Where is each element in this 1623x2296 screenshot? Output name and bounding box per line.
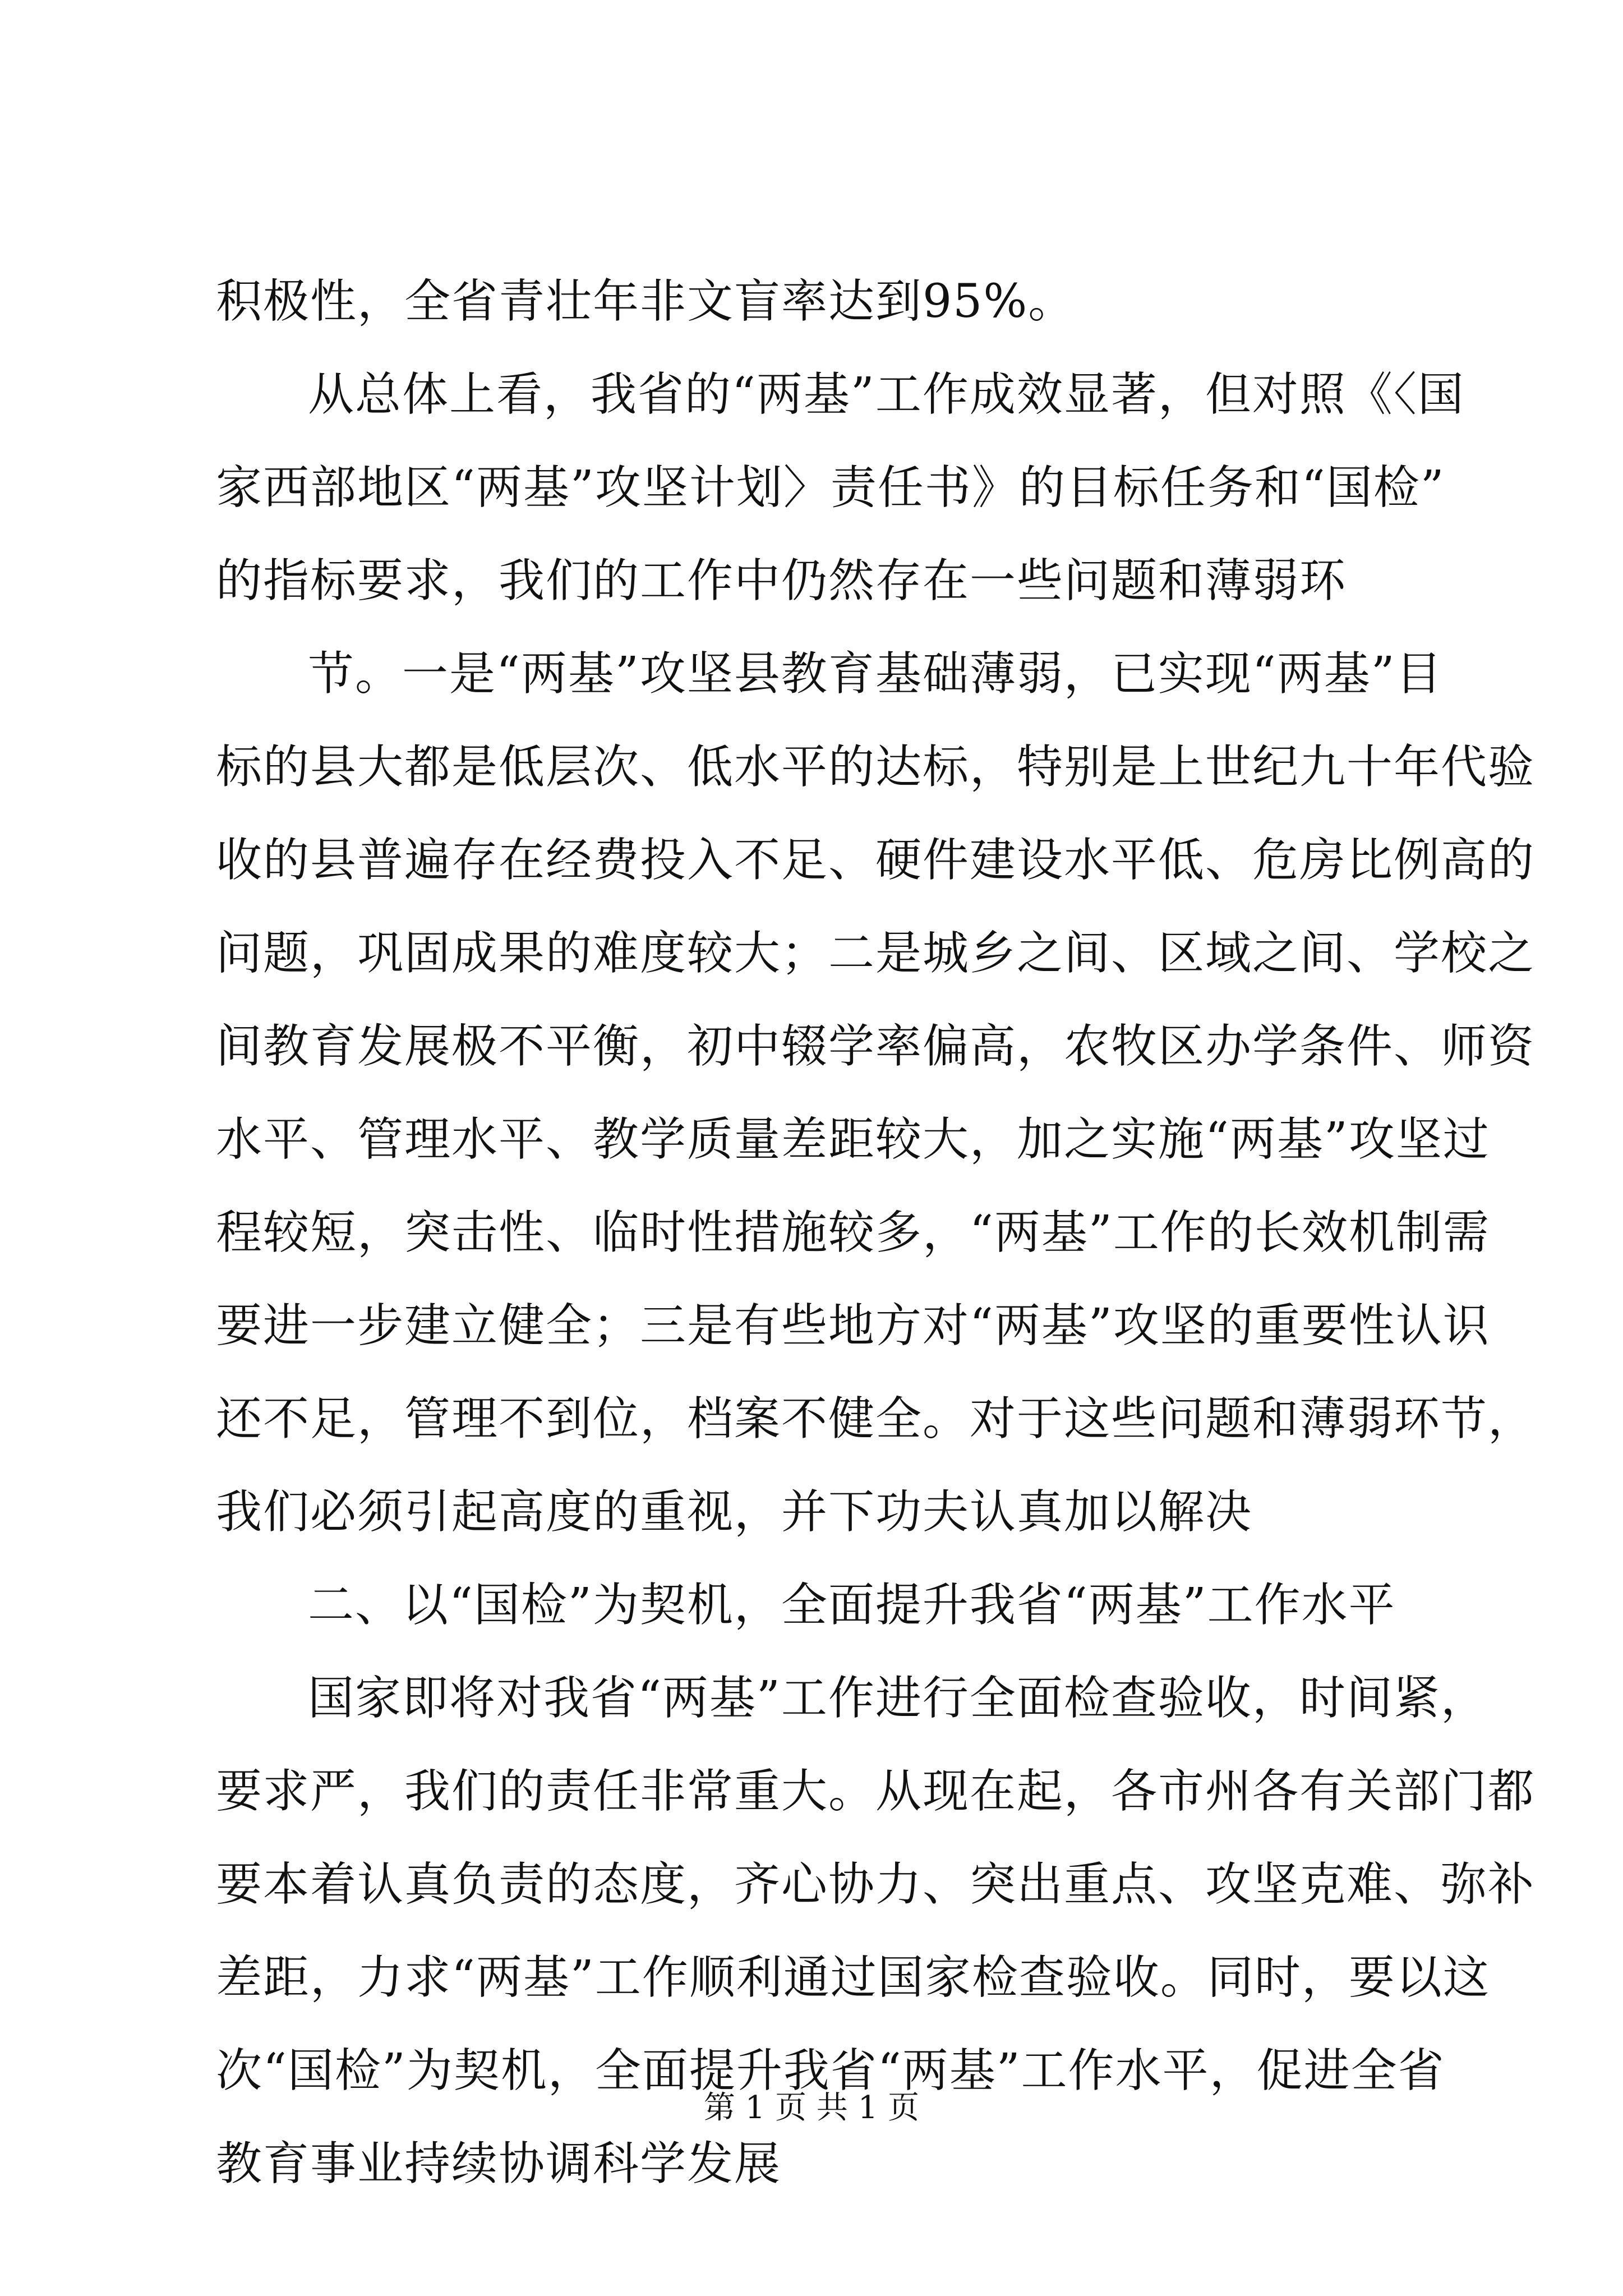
text-line: 还不足，管理不到位，档案不健全。对于这些问题和薄弱环节，: [216, 1392, 1536, 1446]
text-line: 要本着认真负责的态度，齐心协力、突出重点、攻坚克难、弥补: [216, 1858, 1536, 1911]
text-line: 问题，巩固成果的难度较大；二是城乡之间、区域之间、学校之: [216, 927, 1536, 980]
text-line: 教育事业持续协调科学发展: [216, 2137, 782, 2191]
text-line: 我们必须引起高度的重视，并下功夫认真加以解决: [216, 1485, 1253, 1539]
text-line: 水平、管理水平、教学质量差距较大，加之实施“两基”攻坚过: [216, 1113, 1490, 1166]
document-body: [216, 255, 1536, 2211]
text-line: 家西部地区“两基”攻坚计划〉责任书》的目标任务和“国检”: [216, 461, 1445, 514]
text-line: 积极性，全省青壮年非文盲率达到95%。: [216, 275, 1076, 328]
text-line: 间教育发展极不平衡，初中辍学率偏高，农牧区办学条件、师资: [216, 1020, 1536, 1073]
text-line: 要求严，我们的责任非常重大。从现在起，各市州各有关部门都: [216, 1765, 1536, 1818]
text-line: 国家即将对我省“两基”工作进行全面检查验收，时间紧，: [308, 1672, 1488, 1725]
page-footer: 第 1 页 共 1 页: [703, 2090, 920, 2126]
text-line: 要进一步建立健全；三是有些地方对“两基”攻坚的重要性认识: [216, 1299, 1490, 1352]
text-line: 收的县普遍存在经费投入不足、硬件建设水平低、危房比例高的: [216, 834, 1536, 887]
text-line: 程较短，突击性、临时性措施较多，“两基”工作的长效机制需: [216, 1206, 1490, 1259]
text-line: 差距，力求“两基”工作顺利通过国家检查验收。同时，要以这: [216, 1951, 1490, 2004]
text-line: 节。一是“两基”攻坚县教育基础薄弱，已实现“两基”目: [308, 647, 1443, 701]
text-line: 次“国检”为契机，全面提升我省“两基”工作水平，促进全省: [216, 2044, 1445, 2097]
text-line: 的指标要求，我们的工作中仍然存在一些问题和薄弱环: [216, 554, 1347, 608]
text-line: 从总体上看，我省的“两基”工作成效显著，但对照《〈国: [308, 368, 1465, 421]
text-line: 标的县大都是低层次、低水平的达标，特别是上世纪九十年代验: [216, 740, 1536, 794]
section-heading: 二、以“国检”为契机，全面提升我省“两基”工作水平: [308, 1579, 1396, 1632]
